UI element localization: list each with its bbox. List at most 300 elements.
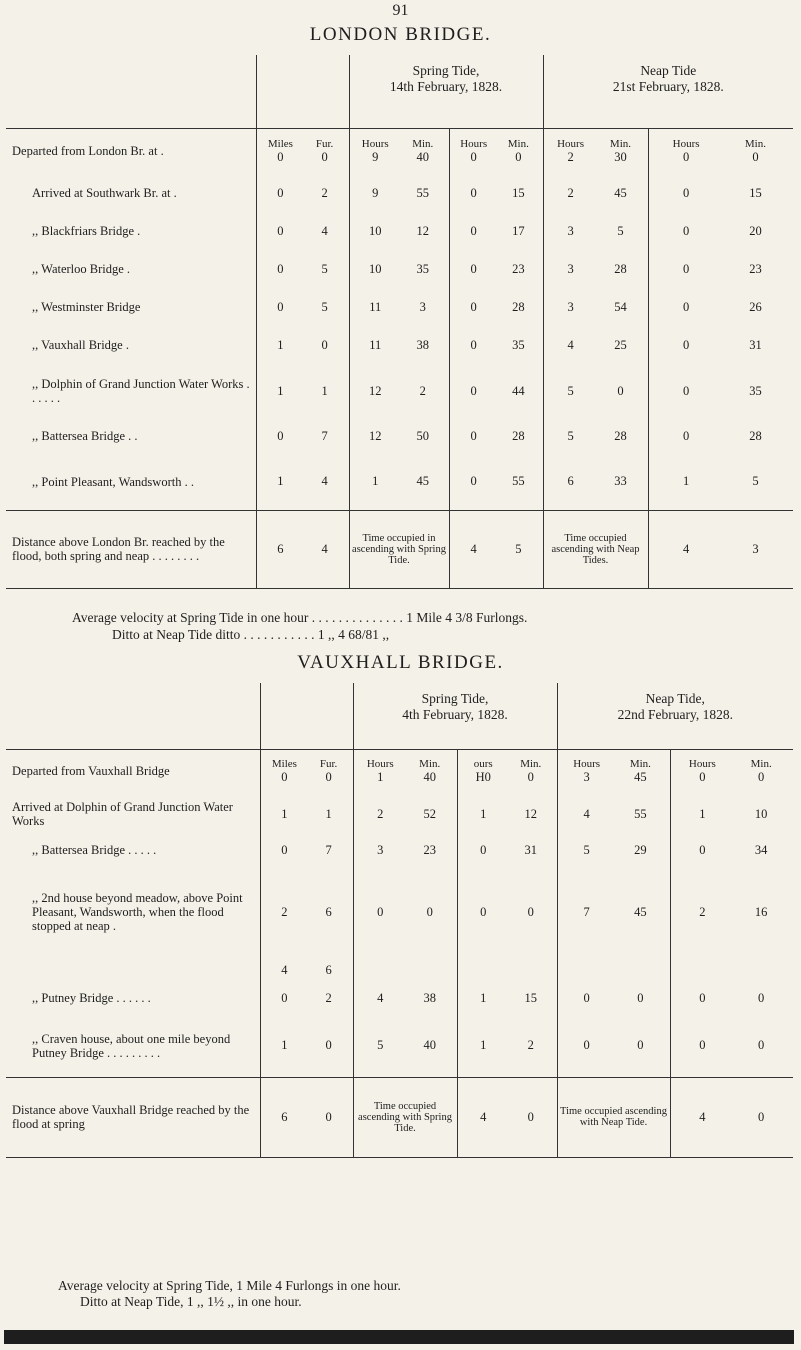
- unit-label: Min.: [609, 137, 632, 150]
- neap-time-note: Time occupied ascending with Neap Tide.: [557, 1077, 670, 1157]
- value-pair-cell: [648, 128, 793, 174]
- unit-label: Min.: [419, 757, 441, 770]
- distance-value: [256, 510, 349, 588]
- value-pair-cell: [648, 174, 793, 212]
- cell-value: 3: [567, 223, 574, 238]
- value-pair-cell: [260, 835, 353, 865]
- unit-label: Hours: [460, 137, 488, 150]
- cell-value: 28: [512, 428, 525, 443]
- cell-value: 6: [325, 962, 332, 977]
- unit-label: Hours: [672, 137, 700, 150]
- cell-value: 15: [749, 185, 762, 200]
- value-pair-cell: [349, 454, 449, 510]
- cell-value: 12: [368, 383, 382, 398]
- value-pair-cell: [557, 865, 670, 959]
- value-pair-cell: [543, 364, 648, 418]
- value-pair-cell: [349, 326, 449, 364]
- cell-value: 0: [758, 769, 765, 784]
- cell-value: 0: [583, 1038, 590, 1053]
- cell-value: 4: [583, 806, 590, 821]
- cell-value: 4: [321, 223, 328, 238]
- table-row: [6, 454, 793, 510]
- spring-time-note: Time occupied ascending with Spring Tide.: [353, 1077, 457, 1157]
- cell-value: 16: [754, 904, 768, 919]
- cell-value: 5: [752, 474, 759, 489]
- spring-time-value: [449, 510, 543, 588]
- value-pair-cell: [543, 212, 648, 250]
- neap-tide-header-2: Neap Tide,: [645, 691, 705, 706]
- value-pair-cell: [256, 454, 349, 510]
- cell-value: 6: [281, 1109, 288, 1124]
- cell-value: 0: [682, 337, 690, 352]
- cell-value: 45: [416, 474, 429, 489]
- cell-value: 7: [321, 428, 328, 443]
- table-row: [6, 212, 793, 250]
- distance-label: Distance above Vauxhall Bridge reached by the flood at spring: [6, 1077, 260, 1157]
- cell-value: 0: [617, 383, 624, 398]
- cell-value: 0: [281, 842, 288, 857]
- cell-value: 0: [426, 904, 433, 919]
- cell-value: 0: [682, 223, 690, 238]
- spring-tide-date-2: 4th February, 1828.: [402, 707, 508, 722]
- cell-value: 3: [377, 842, 384, 857]
- value-pair-cell: [457, 749, 557, 793]
- value-pair-cell: [543, 128, 648, 174]
- cell-value: 4: [699, 1109, 706, 1124]
- value-pair-cell: [256, 418, 349, 454]
- value-pair-cell: [557, 835, 670, 865]
- cell-value: 0: [682, 185, 690, 200]
- cell-value: 0: [699, 842, 706, 857]
- unit-label: Min.: [520, 757, 542, 770]
- cell-value: 4: [567, 337, 574, 352]
- value-pair-cell: [670, 981, 793, 1015]
- value-pair-cell: [457, 1015, 557, 1077]
- section-title-london-bridge: LONDON BRIDGE.: [309, 24, 492, 45]
- cell-value: 0: [758, 1038, 765, 1053]
- value-pair-cell: [557, 981, 670, 1015]
- distance-row: [6, 1077, 793, 1157]
- unit-label: Miles: [267, 137, 293, 150]
- cell-value: 2: [377, 806, 384, 821]
- value-pair-cell: [449, 418, 543, 454]
- value-pair-cell: [543, 174, 648, 212]
- table-row: [6, 865, 793, 959]
- unit-label: ours: [473, 757, 493, 770]
- value-pair-cell: [353, 793, 457, 835]
- value-pair-cell: [353, 865, 457, 959]
- avg-velocity-neap-2: Ditto at Neap Tide, 1 ,, 1½ ,, in one hour.: [80, 1294, 302, 1309]
- value-pair-cell: [648, 326, 793, 364]
- value-pair-cell: [260, 959, 353, 981]
- value-pair-cell: [260, 981, 353, 1015]
- value-pair-cell: [349, 174, 449, 212]
- value-pair-cell: [353, 981, 457, 1015]
- value-pair-cell: [670, 835, 793, 865]
- value-pair-cell: [256, 128, 349, 174]
- value-pair-cell: [256, 250, 349, 288]
- value-pair-cell: [648, 418, 793, 454]
- neap-tide-date: 21st February, 1828.: [612, 79, 724, 94]
- table-row: [6, 959, 793, 981]
- cell-value: 0: [682, 261, 690, 276]
- cell-value: 2: [321, 185, 328, 200]
- cell-value: 9: [372, 185, 379, 200]
- cell-value: 9: [372, 149, 379, 164]
- cell-value: 0: [470, 474, 477, 489]
- cell-value: 40: [423, 1038, 436, 1053]
- cell-value: 0: [470, 185, 477, 200]
- value-pair-cell: [256, 212, 349, 250]
- cell-value: 15: [512, 185, 525, 200]
- cell-value: 52: [423, 806, 436, 821]
- cell-value: 5: [567, 383, 574, 398]
- cell-value: 4: [281, 962, 288, 977]
- row-label: ,, Westminster Bridge: [32, 300, 141, 314]
- cell-value: 11: [369, 337, 382, 352]
- cell-value: 33: [614, 474, 627, 489]
- row-label: Arrived at Dolphin of Grand Junction Water Works: [12, 800, 233, 828]
- spring-tide-header-2: Spring Tide,: [421, 691, 489, 706]
- cell-value: 1: [377, 769, 384, 784]
- row-label: ,, Battersea Bridge . .: [32, 429, 138, 443]
- cell-value: 55: [512, 474, 525, 489]
- cell-value: 31: [524, 842, 537, 857]
- neap-tide-header: Neap Tide: [640, 63, 697, 78]
- value-pair-cell: [256, 288, 349, 326]
- cell-value: 10: [368, 261, 382, 276]
- bottom-rule: [4, 1330, 794, 1344]
- cell-value: 55: [416, 185, 429, 200]
- value-pair-cell: [543, 418, 648, 454]
- cell-value: 4: [682, 541, 690, 556]
- unit-label: Hours: [573, 757, 601, 770]
- cell-value: 40: [423, 769, 436, 784]
- cell-value: 2: [567, 185, 574, 200]
- cell-value: 2: [419, 383, 426, 398]
- value-pair-cell: [256, 326, 349, 364]
- table-row: [6, 418, 793, 454]
- value-pair-cell: [256, 174, 349, 212]
- cell-value: 34: [754, 842, 768, 857]
- cell-value: 0: [480, 842, 487, 857]
- cell-value: 0: [277, 185, 284, 200]
- value-pair-cell: [353, 749, 457, 793]
- value-pair-cell: [260, 793, 353, 835]
- cell-value: 0: [325, 1038, 332, 1053]
- cell-value: 40: [416, 149, 429, 164]
- unit-label: Min.: [750, 757, 772, 770]
- row-label: ,, 2nd house beyond meadow, above Point Pleasant, Wandsworth, when the flood stopped at neap .: [32, 891, 243, 933]
- value-pair-cell: [648, 250, 793, 288]
- cell-value: 29: [634, 842, 647, 857]
- table-row: [6, 364, 793, 418]
- cell-value: 2: [281, 904, 288, 919]
- value-pair-cell: [349, 128, 449, 174]
- row-label: Departed from Vauxhall Bridge: [12, 764, 170, 779]
- value-pair-cell: [457, 835, 557, 865]
- avg-velocity-neap: Ditto at Neap Tide ditto . . . . . . . . . . . 1 ,, 4 68/81 ,,: [112, 627, 390, 642]
- cell-value: 45: [634, 769, 647, 784]
- value-pair-cell: [449, 212, 543, 250]
- spring-tide-header: Spring Tide,: [412, 63, 480, 78]
- cell-value: 54: [614, 299, 627, 314]
- cell-value: 10: [368, 223, 382, 238]
- table-row: [6, 835, 793, 865]
- value-pair-cell: [648, 454, 793, 510]
- cell-value: 1: [325, 806, 332, 821]
- cell-value: 0: [699, 769, 706, 784]
- value-pair-cell: [457, 959, 557, 981]
- table-row: [6, 128, 793, 174]
- value-pair-cell: [449, 174, 543, 212]
- cell-value: 3: [567, 299, 574, 314]
- value-pair-cell: [349, 418, 449, 454]
- cell-value: 10: [754, 806, 768, 821]
- cell-value: 0: [325, 1109, 332, 1124]
- cell-value: 6: [567, 474, 574, 489]
- unit-label: Fur.: [319, 757, 338, 770]
- table-row: [6, 981, 793, 1015]
- cell-value: 44: [512, 383, 525, 398]
- cell-value: 0: [321, 149, 328, 164]
- cell-value: 15: [524, 990, 537, 1005]
- cell-value: 1: [480, 1038, 487, 1053]
- value-pair-cell: [457, 793, 557, 835]
- cell-value: 0: [470, 428, 477, 443]
- cell-value: 0: [277, 149, 284, 164]
- value-pair-cell: [353, 835, 457, 865]
- value-pair-cell: [543, 326, 648, 364]
- value-pair-cell: [557, 959, 670, 981]
- cell-value: 3: [419, 299, 426, 314]
- cell-value: 3: [567, 261, 574, 276]
- row-label: ,, Dolphin of Grand Junction Water Works . . . . . .: [32, 377, 250, 405]
- cell-value: 45: [634, 904, 647, 919]
- distance-value: [260, 1077, 353, 1157]
- spring-tide-date: 14th February, 1828.: [389, 79, 503, 94]
- page-number: 91: [392, 2, 409, 19]
- cell-value: 0: [699, 990, 706, 1005]
- cell-value: 4: [480, 1109, 487, 1124]
- cell-value: 1: [281, 1038, 288, 1053]
- cell-value: 0: [758, 990, 765, 1005]
- cell-value: 1: [277, 383, 284, 398]
- cell-value: 0: [682, 299, 690, 314]
- cell-value: 0: [682, 149, 690, 164]
- unit-label: Min.: [744, 137, 766, 150]
- cell-value: 45: [614, 185, 627, 200]
- cell-value: 0: [752, 149, 759, 164]
- cell-value: 0: [470, 383, 477, 398]
- unit-label: Hours: [366, 757, 394, 770]
- cell-value: 5: [515, 541, 522, 556]
- cell-value: 35: [512, 337, 525, 352]
- row-label: ,, Vauxhall Bridge .: [32, 338, 129, 352]
- row-label: ,, Battersea Bridge . . . . .: [32, 843, 157, 857]
- london-bridge-table: [6, 55, 793, 589]
- cell-value: 4: [321, 541, 328, 556]
- cell-value: 3: [583, 769, 590, 784]
- cell-value: 38: [416, 337, 429, 352]
- value-pair-cell: [648, 288, 793, 326]
- value-pair-cell: [543, 454, 648, 510]
- cell-value: 28: [512, 299, 525, 314]
- cell-value: 7: [583, 904, 590, 919]
- cell-value: 0: [277, 261, 284, 276]
- value-pair-cell: [670, 865, 793, 959]
- value-pair-cell: [670, 959, 793, 981]
- cell-value: 0: [281, 990, 288, 1005]
- table-row: [6, 326, 793, 364]
- cell-value: 0: [277, 223, 284, 238]
- value-pair-cell: [543, 250, 648, 288]
- unit-label: Min.: [412, 137, 434, 150]
- cell-value: 23: [423, 842, 436, 857]
- unit-label: Miles: [271, 757, 297, 770]
- value-pair-cell: [449, 326, 543, 364]
- cell-value: 0: [758, 1109, 765, 1124]
- value-pair-cell: [353, 1015, 457, 1077]
- cell-value: 3: [752, 541, 759, 556]
- value-pair-cell: [543, 288, 648, 326]
- cell-value: 20: [749, 223, 762, 238]
- value-pair-cell: [449, 364, 543, 418]
- avg-velocity-spring: Average velocity at Spring Tide in one hour . . . . . . . . . . . . . . 1 Mile 4 3/8 Furlongs.: [72, 610, 528, 625]
- cell-value: 0: [637, 1038, 644, 1053]
- cell-value: 2: [699, 904, 706, 919]
- cell-value: 2: [567, 149, 574, 164]
- cell-value: 0: [583, 990, 590, 1005]
- cell-value: 2: [527, 1038, 534, 1053]
- row-label: Arrived at Southwark Br. at .: [32, 186, 177, 200]
- value-pair-cell: [670, 793, 793, 835]
- table-row: [6, 793, 793, 835]
- value-pair-cell: [449, 250, 543, 288]
- row-label: ,, Blackfriars Bridge .: [32, 224, 141, 238]
- cell-value: 6: [277, 541, 284, 556]
- cell-value: 1: [699, 806, 706, 821]
- cell-value: 4: [321, 474, 328, 489]
- unit-label: Hours: [361, 137, 389, 150]
- table-row: [6, 288, 793, 326]
- value-pair-cell: [670, 749, 793, 793]
- cell-value: 0: [682, 428, 690, 443]
- cell-value: 28: [614, 428, 627, 443]
- value-pair-cell: [449, 288, 543, 326]
- cell-value: 17: [512, 223, 525, 238]
- cell-value: 55: [634, 806, 647, 821]
- section-title-vauxhall-bridge: VAUXHALL BRIDGE.: [297, 652, 504, 673]
- table-row: [6, 749, 793, 793]
- cell-value: 0: [281, 769, 288, 784]
- cell-value: 0: [470, 299, 477, 314]
- cell-value: 6: [325, 904, 332, 919]
- unit-label: Min.: [507, 137, 529, 150]
- cell-value: 28: [749, 428, 762, 443]
- cell-value: 0: [325, 769, 332, 784]
- cell-value: 38: [423, 990, 436, 1005]
- value-pair-cell: [260, 749, 353, 793]
- cell-value: 7: [325, 842, 332, 857]
- value-pair-cell: [557, 793, 670, 835]
- table-row: [6, 174, 793, 212]
- row-label: Departed from London Br. at .: [12, 144, 164, 159]
- cell-value: 2: [325, 990, 332, 1005]
- value-pair-cell: [260, 865, 353, 959]
- cell-value: 0: [321, 337, 328, 352]
- cell-value: 12: [416, 223, 429, 238]
- cell-value: 28: [614, 261, 627, 276]
- cell-value: 26: [749, 299, 762, 314]
- cell-value: 12: [368, 428, 382, 443]
- cell-value: 0: [277, 299, 284, 314]
- cell-value: 0: [637, 990, 644, 1005]
- value-pair-cell: [670, 1015, 793, 1077]
- cell-value: 5: [567, 428, 574, 443]
- value-pair-cell: [457, 981, 557, 1015]
- cell-value: 1: [277, 474, 284, 489]
- cell-value: 1: [321, 383, 328, 398]
- value-pair-cell: [349, 288, 449, 326]
- cell-value: 0: [377, 904, 384, 919]
- table-row: [6, 1015, 793, 1077]
- cell-value: 1: [281, 806, 288, 821]
- distance-label: Distance above London Br. reached by the flood, both spring and neap . . . . . . . .: [6, 510, 256, 588]
- cell-value: 0: [527, 1109, 534, 1124]
- vauxhall-bridge-table: [6, 683, 793, 1158]
- value-pair-cell: [353, 959, 457, 981]
- cell-value: 0: [480, 904, 487, 919]
- cell-value: 1: [372, 474, 379, 489]
- value-pair-cell: [449, 128, 543, 174]
- value-pair-cell: [457, 865, 557, 959]
- neap-time-value: [648, 510, 793, 588]
- cell-value: 35: [749, 383, 762, 398]
- table-row: [6, 250, 793, 288]
- cell-value: 5: [583, 842, 590, 857]
- row-label: ,, Point Pleasant, Wandsworth . .: [32, 474, 194, 489]
- value-pair-cell: [349, 212, 449, 250]
- unit-label: Min.: [629, 757, 651, 770]
- neap-time-note: Time occupied ascending with Neap Tides.: [543, 510, 648, 588]
- cell-value: 12: [524, 806, 537, 821]
- value-pair-cell: [349, 250, 449, 288]
- value-pair-cell: [449, 454, 543, 510]
- cell-value: 23: [512, 261, 525, 276]
- cell-value: 4: [470, 541, 477, 556]
- cell-value: 0: [699, 1038, 706, 1053]
- cell-value: 1: [480, 806, 487, 821]
- cell-value: 35: [416, 261, 429, 276]
- cell-value: 0: [515, 149, 522, 164]
- cell-value: 5: [377, 1038, 384, 1053]
- cell-value: 11: [369, 299, 382, 314]
- cell-value: 0: [527, 904, 534, 919]
- cell-value: 23: [749, 261, 762, 276]
- row-label: ,, Craven house, about one mile beyond Putney Bridge . . . . . . . . .: [32, 1031, 231, 1060]
- cell-value: 0: [527, 769, 534, 784]
- cell-value: 0: [682, 383, 690, 398]
- cell-value: 1: [682, 474, 690, 489]
- row-label: ,, Putney Bridge . . . . . .: [32, 991, 151, 1005]
- unit-label: Fur.: [315, 137, 334, 150]
- value-pair-cell: [260, 1015, 353, 1077]
- cell-value: 0: [277, 428, 284, 443]
- cell-value: 5: [321, 261, 328, 276]
- cell-value: 1: [480, 990, 487, 1005]
- unit-label: Hours: [688, 757, 716, 770]
